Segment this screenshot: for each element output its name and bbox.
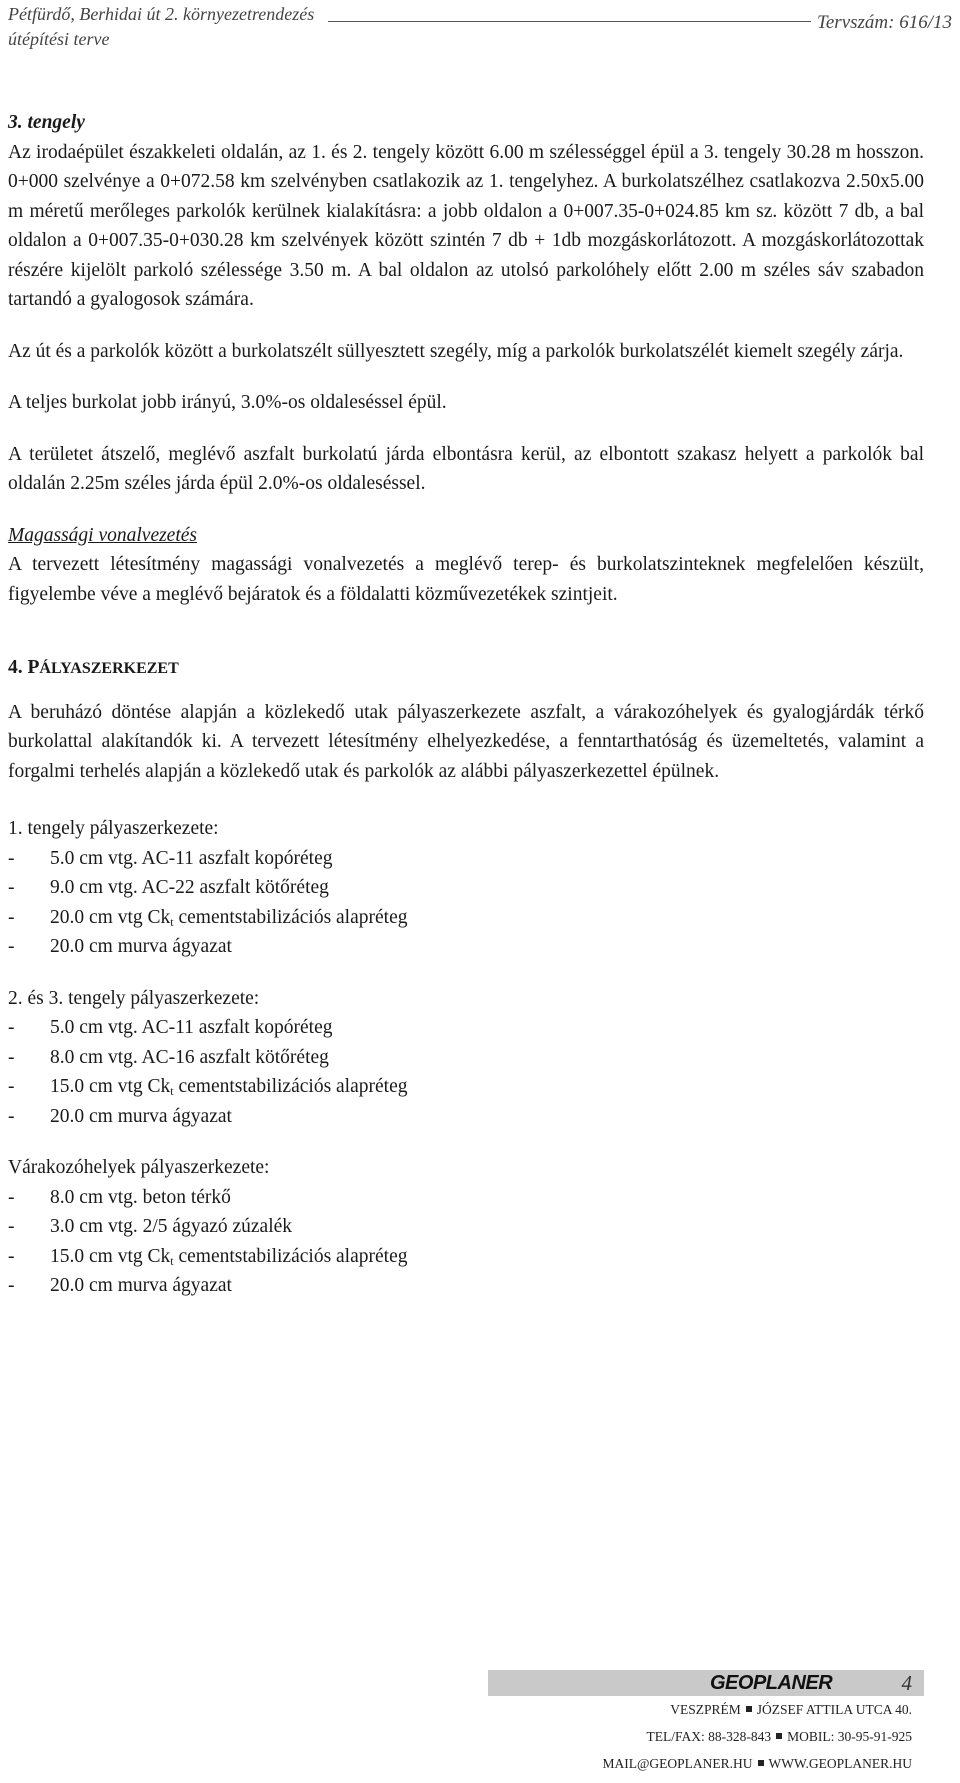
page-number: 4	[901, 1671, 912, 1695]
list-item: - 20.0 cm murva ágyazat	[8, 932, 924, 962]
structure-heading: 1. tengely pályaszerkezete:	[8, 818, 219, 839]
company-logo: GEOPLANER	[710, 1672, 833, 1694]
layer-text: 8.0 cm vtg. beton térkő	[50, 1186, 231, 1208]
subscript-t: t	[170, 1253, 174, 1268]
layer-text: 20.0 cm murva ágyazat	[50, 1275, 232, 1296]
structure-3	[8, 1153, 924, 1301]
magassagi-text: A tervezett létesítmény magassági vonalvezetés a meglévő terep- és burkolatszinteknek megfelelően készült, figyelembe véve a meglévő bejáratok és a földalatti közművezetékek szintjeit.	[8, 554, 924, 605]
list-item: - 15.0 cm vtg $Ck_t$ cementstabilizációs alapréteg	[8, 1242, 924, 1272]
page-header	[8, 0, 952, 52]
layer-text: 20.0 cm murva ágyazat	[50, 1105, 232, 1127]
list-item: - 20.0 cm vtg $Ck_t$ cementstabilizációs alapréteg	[8, 903, 924, 933]
section-3-paragraph-3: A teljes burkolat jobb irányú, 3.0%-os oldaleséssel épül.	[8, 392, 447, 413]
layer-text: 15.0 cm vtg $Ck_t$ cementstabilizációs alapréteg	[50, 1245, 408, 1268]
subscript-t: t	[170, 914, 174, 929]
layer-text: 8.0 cm vtg. AC-16 aszfalt kötőréteg	[50, 1046, 329, 1068]
footer-email-link[interactable]: MAIL@GEOPLANER.HU	[602, 1756, 753, 1771]
header-project-title	[8, 2, 314, 52]
square-bullet-icon	[776, 1733, 782, 1739]
section-4-intro: A beruházó döntése alapján a közlekedő utak pályaszerkezete aszfalt, a várakozóhelyek és gyalogjárdák térkő burkolattal alakítandók ki. A tervezett létesítmény elhelyezkedése, a fenntarthatóság és üzemeltetés, valamint a forgalmi terhelés alapján a közlekedő utak és parkolók az alábbi pályaszerkezettel épülnek.	[8, 701, 924, 782]
footer-bar	[488, 1670, 924, 1696]
square-bullet-icon	[758, 1760, 764, 1766]
header-line-2: útépítési terve	[8, 29, 110, 49]
structure-heading: 2. és 3. tengely pályaszerkezete:	[8, 987, 260, 1009]
layer-text: 5.0 cm vtg. AC-11 aszfalt kopóréteg	[50, 1017, 333, 1038]
layer-text: 15.0 cm vtg $Ck_t$ cementstabilizációs alapréteg	[50, 1076, 408, 1098]
layer-text: 3.0 cm vtg. 2/5 ágyazó zúzalék	[50, 1216, 293, 1237]
square-bullet-icon	[746, 1706, 752, 1712]
section-3-title: 3. tengely	[8, 112, 85, 133]
layer-text: 5.0 cm vtg. AC-11 aszfalt kopóréteg	[50, 847, 333, 869]
footer-contact	[488, 1750, 924, 1777]
list-item: - 9.0 cm vtg. AC-22 aszfalt kötőréteg	[8, 873, 924, 903]
structure-1	[8, 814, 924, 962]
list-item: - 8.0 cm vtg. AC-16 aszfalt kötőréteg	[8, 1043, 924, 1073]
header-plan-number: Tervszám: 616/13	[811, 12, 952, 34]
list-item: - 20.0 cm murva ágyazat	[8, 1102, 924, 1132]
structure-2	[8, 984, 924, 1132]
footer-phone: TEL/FAX: 88-328-843 MOBIL: 30-95-91-925	[646, 1729, 912, 1744]
section-3-paragraph-1: Az irodaépület északkeleti oldalán, az 1. és 2. tengely között 6.00 m szélességgel épül a 3. tengely 30.28 m hosszon. 0+000 szelvénye a 0+072.58 km szelvényben csatlakozik az 1. tengelyhez. A burkolatszélhez csatlakozva 2.50x5.00 m méretű merőleges parkolók kerülnek kialakításra: a jobb oldalon a 0+007.35-0+024.85 km sz. között 7 db, a bal oldalon a 0+007.35-0+030.28 km szelvények között szintén 7 db + 1db mozgáskorlátozott. A mozgáskorlátozottak részére kijelölt parkoló szélessége 3.50 m. A bal oldalon az utolsó parkolóhely előtt 2.00 m széles sáv szabadon tartandó a gyalogosok számára.	[8, 141, 924, 310]
structure-heading: Várakozóhelyek pályaszerkezete:	[8, 1157, 270, 1178]
footer-web-link[interactable]: WWW.GEOPLANER.HU	[768, 1756, 912, 1771]
subscript-t: t	[170, 1084, 174, 1098]
section-3-paragraph-4: A területet átszelő, meglévő aszfalt burkolatú járda elbontásra kerül, az elbontott szakasz helyett a parkolók bal oldalán 2.25m széles járda épül 2.0%-os oldaleséssel.	[8, 443, 924, 494]
section-4-title-initial: P	[27, 657, 40, 678]
document-body	[8, 108, 924, 1301]
list-item: - 8.0 cm vtg. beton térkő	[8, 1183, 924, 1213]
header-line-1: Pétfürdő, Berhidai út 2. környezetrendezés	[8, 4, 315, 24]
footer-address: VESZPRÉM JÓZSEF ATTILA UTCA 40.	[670, 1702, 912, 1717]
list-item: - 5.0 cm vtg. AC-11 aszfalt kopóréteg	[8, 1013, 924, 1043]
section-4-title	[8, 653, 924, 684]
layer-text: 20.0 cm vtg $Ck_t$ cementstabilizációs alapréteg	[50, 906, 408, 929]
layer-text: 20.0 cm murva ágyazat	[50, 936, 232, 957]
list-item: - 20.0 cm murva ágyazat	[8, 1271, 924, 1301]
magassagi-title: Magassági vonalvezetés	[8, 524, 198, 546]
section-4-title-rest: ÁLYASZERKEZET	[39, 660, 179, 677]
list-item: - 3.0 cm vtg. 2/5 ágyazó zúzalék	[8, 1212, 924, 1242]
layer-text: 9.0 cm vtg. AC-22 aszfalt kötőréteg	[50, 877, 329, 898]
list-item: - 15.0 cm vtg $Ck_t$ cementstabilizációs alapréteg	[8, 1072, 924, 1102]
page-footer	[488, 1670, 924, 1777]
section-4-number: 4.	[8, 657, 28, 678]
list-item: - 5.0 cm vtg. AC-11 aszfalt kopóréteg	[8, 844, 924, 874]
section-3-paragraph-2: Az út és a parkolók között a burkolatszélt süllyesztett szegély, míg a parkolók burkolatszélét kiemelt szegély zárja.	[8, 340, 904, 362]
